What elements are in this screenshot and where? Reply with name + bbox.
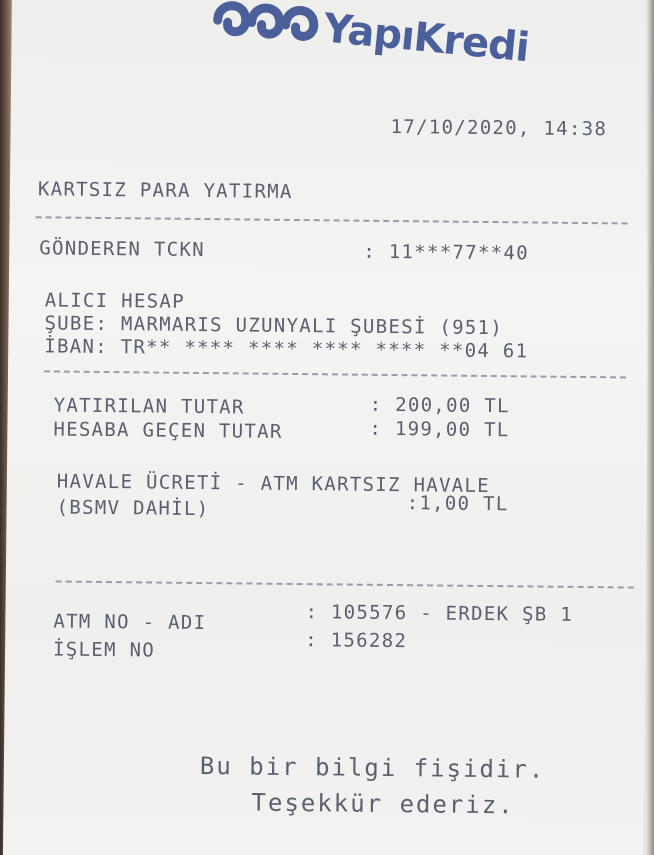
receipt-paper bbox=[3, 0, 652, 855]
footer-line2: Teşekkür ederiz. bbox=[251, 788, 515, 820]
footer-line1: Bu bir bilgi fişidir. bbox=[199, 752, 546, 784]
transaction-no-label: İŞLEM NO bbox=[52, 638, 156, 662]
atm-value: : 105576 - ERDEK ŞB 1 bbox=[305, 601, 574, 626]
credited-value: : 199,00 TL bbox=[369, 417, 510, 442]
deposited-value: : 200,00 TL bbox=[369, 393, 510, 418]
deposited-label: YATIRILAN TUTAR bbox=[53, 394, 245, 419]
credited-label: HESABA GEÇEN TUTAR bbox=[53, 418, 283, 443]
divider bbox=[56, 580, 634, 588]
yapikredi-swirl-icon bbox=[207, 0, 328, 53]
recipient-iban: İBAN: TR** **** **** **** **** **04 61 bbox=[44, 335, 529, 363]
fee-label-line1: HAVALE ÜCRETİ - ATM KARTSIZ HAVALE bbox=[56, 470, 491, 498]
atm-label: ATM NO - ADI bbox=[53, 610, 207, 635]
divider bbox=[36, 216, 628, 224]
brand-name: YapıKredi bbox=[321, 5, 531, 72]
yapikredi-logo bbox=[207, 0, 538, 72]
recipient-heading: ALICI HESAP bbox=[44, 289, 185, 313]
sender-value: : 11***77**40 bbox=[363, 240, 529, 265]
fee-value: :1,00 TL bbox=[406, 492, 509, 516]
fee-label-line2: (BSMV DAHİL) bbox=[56, 496, 210, 521]
sender-label: GÖNDEREN TCKN bbox=[39, 237, 206, 262]
recipient-branch: ŞUBE: MARMARIS UZUNYALI ŞUBESİ (951) bbox=[44, 312, 504, 340]
paper-edge-shadow bbox=[646, 0, 654, 855]
transaction-no-value: : 156282 bbox=[305, 629, 408, 653]
transaction-type: KARTSIZ PARA YATIRMA bbox=[37, 178, 293, 203]
divider bbox=[44, 370, 626, 378]
receipt-datetime: 17/10/2020, 14:38 bbox=[390, 115, 608, 141]
